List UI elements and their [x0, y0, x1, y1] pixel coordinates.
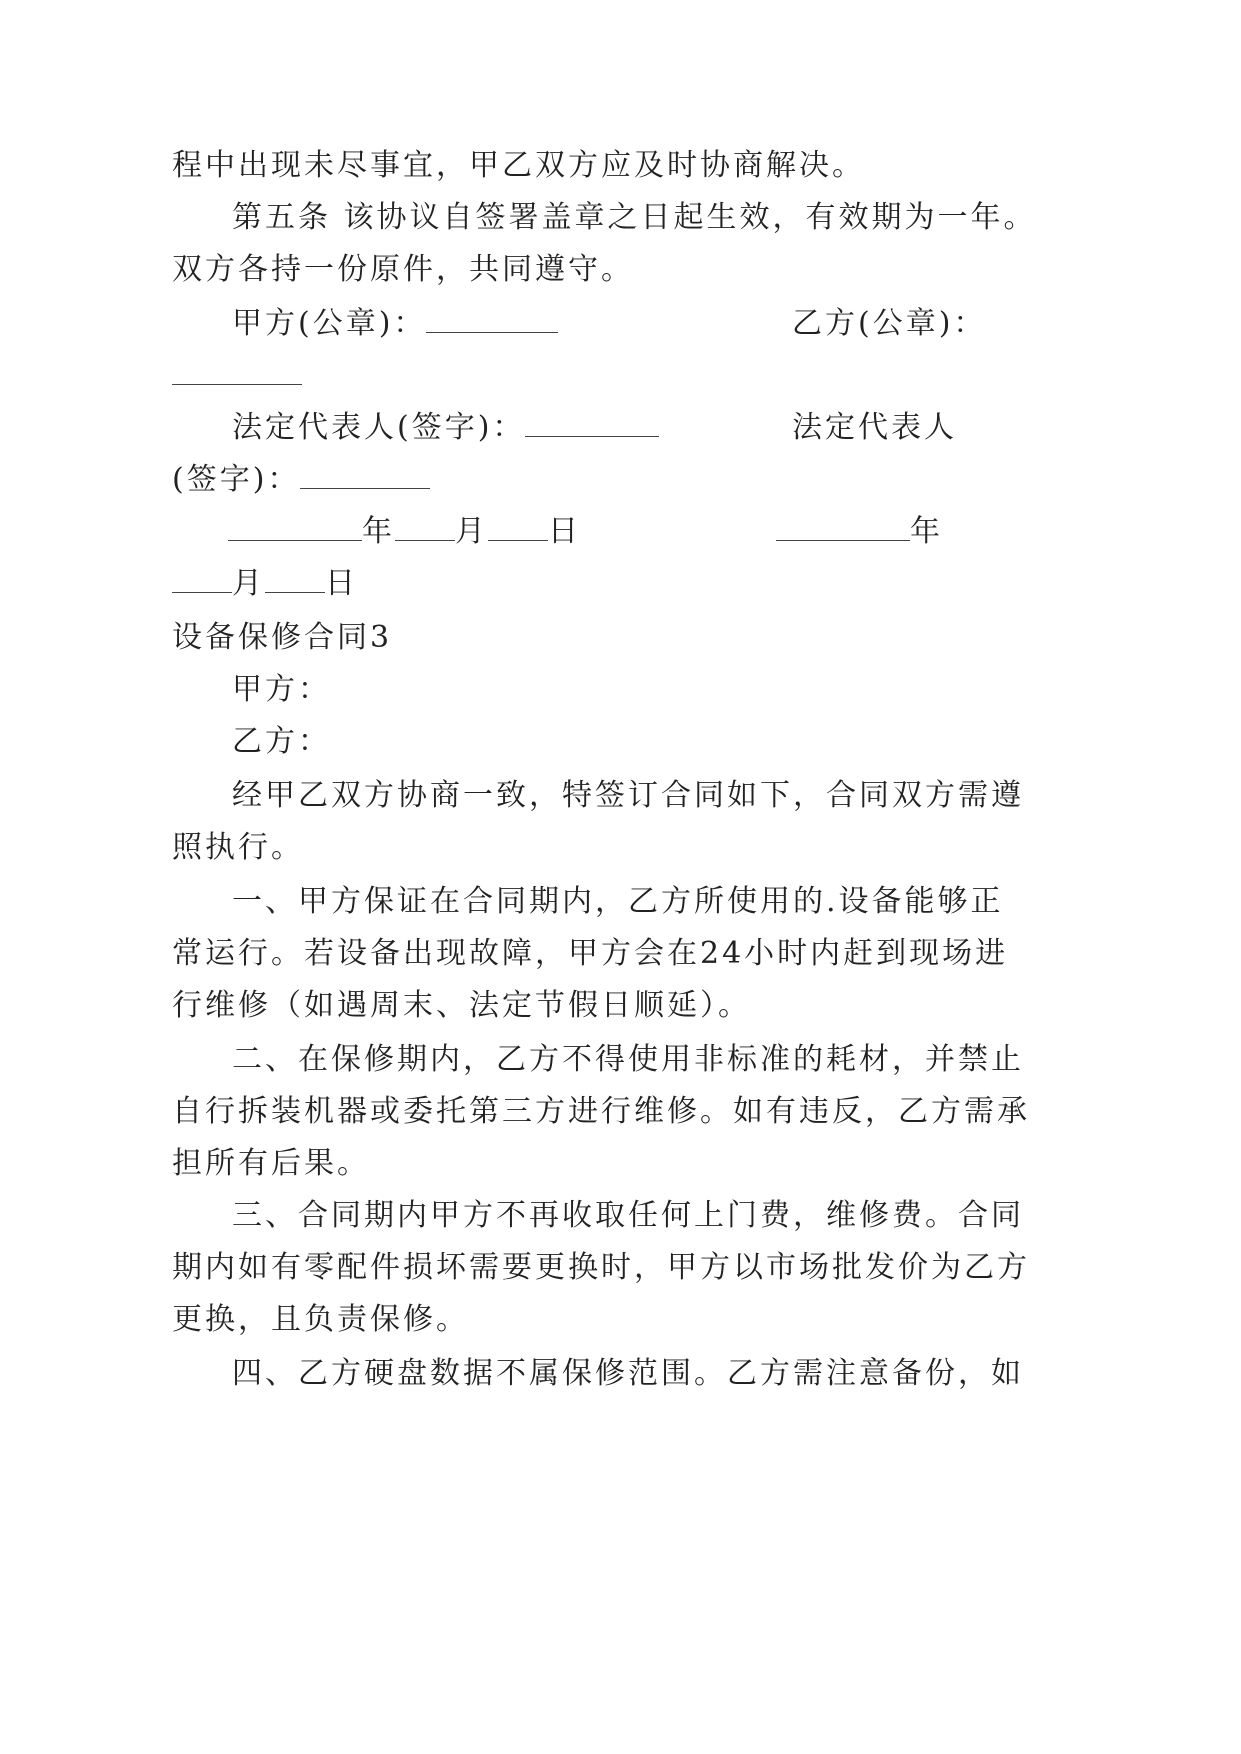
article-4-line-1: 四、乙方硬盘数据不属保修范围。乙方需注意备份，如: [232, 1356, 1024, 1391]
article-3-line-2: 期内如有零配件损坏需要更换时，甲方以市场批发价为乙方: [172, 1250, 1030, 1285]
party-a-representative-blank: [525, 435, 659, 437]
party-a-representative-line: 法定代表人(签字)：: [232, 408, 659, 448]
party-b-label: 乙方：: [232, 724, 331, 759]
party-b-day-blank: [265, 591, 325, 593]
party-b-year-blank: [776, 539, 910, 541]
party-a-month-blank: [395, 539, 455, 541]
article-2-line-3: 担所有后果。: [172, 1146, 370, 1181]
party-b-seal-blank: [172, 383, 302, 385]
section-title: 设备保修合同3: [172, 620, 393, 655]
clause-5-line-1: 第五条 该协议自签署盖章之日起生效，有效期为一年。: [232, 200, 1037, 235]
party-b-year-line: 年: [776, 512, 943, 552]
article-2-line-1: 二、在保修期内，乙方不得使用非标准的耗材，并禁止: [232, 1042, 1024, 1077]
article-3-line-3: 更换，且负责保修。: [172, 1302, 469, 1337]
party-a-seal-blank: [426, 331, 558, 333]
party-a-label: 甲方：: [232, 672, 331, 707]
party-a-date-line: 年 月 日: [228, 512, 581, 552]
article-1-line-2: 常运行。若设备出现故障，甲方会在24小时内赶到现场进: [172, 936, 1009, 971]
article-3-line-1: 三、合同期内甲方不再收取任何上门费，维修费。合同: [232, 1198, 1024, 1233]
party-b-representative-label: 法定代表人: [792, 410, 957, 445]
article-1-line-1: 一、甲方保证在合同期内，乙方所使用的.设备能够正: [232, 884, 1004, 919]
clause-4-tail: 程中出现未尽事宜，甲乙双方应及时协商解决。: [172, 148, 865, 183]
party-b-month-blank: [172, 591, 232, 593]
article-1-line-3: 行维修（如遇周末、法定节假日顺延）。: [172, 988, 751, 1023]
party-a-day-blank: [488, 539, 548, 541]
article-2-line-2: 自行拆装机器或委托第三方进行维修。如有违反，乙方需承: [172, 1094, 1030, 1129]
party-b-representative-line: (签字)：: [172, 460, 430, 500]
party-b-seal-label: 乙方(公章)：: [792, 306, 987, 341]
party-b-month-day-line: 月 日: [172, 564, 358, 604]
clause-5-line-2: 双方各持一份原件，共同遵守。: [172, 252, 634, 287]
preamble-line-1: 经甲乙双方协商一致，特签订合同如下，合同双方需遵: [232, 778, 1024, 813]
party-b-seal-blank-line: [172, 356, 302, 396]
preamble-line-2: 照执行。: [172, 830, 304, 865]
party-a-year-blank: [228, 539, 362, 541]
party-a-seal-line: 甲方(公章)：: [232, 304, 558, 344]
party-b-representative-blank: [300, 487, 430, 489]
